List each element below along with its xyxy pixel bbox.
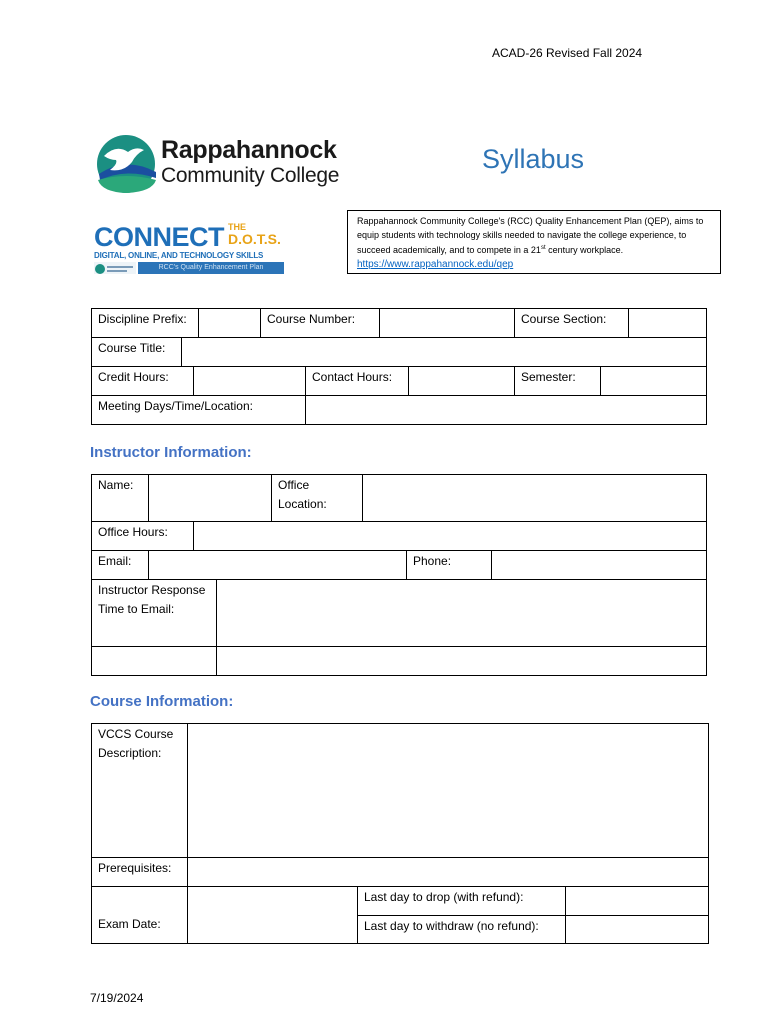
college-name-line2: Community College [161,164,340,187]
description-field[interactable] [187,723,709,858]
office-location-label: Office Location: [271,474,363,522]
course-number-field[interactable] [379,308,515,338]
phone-field[interactable] [491,550,707,580]
contact-hours-label: Contact Hours: [305,366,409,396]
exam-date-field[interactable] [187,886,358,944]
meeting-label: Meeting Days/Time/Location: [91,395,306,425]
phone-label: Phone: [406,550,492,580]
course-title-field[interactable] [181,337,707,367]
last-drop-field[interactable] [565,886,709,916]
prerequisites-field[interactable] [187,857,709,887]
exam-date-label [91,886,188,944]
email-field[interactable] [148,550,407,580]
connect-the-dots-logo [94,222,289,276]
response-time-field[interactable] [216,579,707,647]
college-name-line1: Rappahannock [161,136,337,164]
last-withdraw-label: Last day to withdraw (no refund): [357,915,566,944]
qep-link[interactable]: https://www.rappahannock.edu/qep [357,258,514,270]
contact-hours-field[interactable] [408,366,515,396]
connect-word: CONNECT [94,222,224,252]
footer-date: 7/19/2024 [90,991,144,1005]
course-section-label: Course Section: [514,308,629,338]
connect-dots: D.O.T.S. [228,231,281,247]
mini-logo-icon [94,262,136,274]
qep-superscript: st [540,245,546,251]
college-logo [94,134,364,196]
qep-text-1: Rappahannock Community College's (RCC) Quality Enhancement Plan (QEP), aims to equip students with technology skills needed to navigate the college experience, to succeed academically, and to compete in a 21 [357,216,704,255]
connect-bar-text: RCC's Quality Enhancement Plan [138,262,284,274]
exam-date-text: Exam Date: [98,917,161,931]
last-withdraw-field[interactable] [565,915,709,944]
instructor-heading: Instructor Information: [90,444,252,461]
connect-subtitle: DIGITAL, ONLINE, AND TECHNOLOGY SKILLS [94,251,264,260]
qep-text-2: century workplace. [545,245,624,255]
meeting-field[interactable] [305,395,707,425]
credit-hours-label: Credit Hours: [91,366,194,396]
office-hours-label: Office Hours: [91,521,194,551]
course-section-field[interactable] [628,308,707,338]
credit-hours-field[interactable] [193,366,306,396]
course-info-heading: Course Information: [90,693,234,710]
semester-label: Semester: [514,366,601,396]
office-hours-field[interactable] [193,521,707,551]
discipline-prefix-field[interactable] [198,308,261,338]
extra-value-cell[interactable] [216,646,707,676]
connect-bar [94,262,284,274]
name-field[interactable] [148,474,272,522]
description-label: VCCS Course Description: [91,723,188,858]
course-number-label: Course Number: [260,308,380,338]
discipline-prefix-label: Discipline Prefix: [91,308,199,338]
name-label: Name: [91,474,149,522]
document-code: ACAD-26 Revised Fall 2024 [492,46,643,60]
bird-logo-icon [94,134,160,194]
connect-the: THE [228,222,246,232]
extra-label-cell[interactable] [91,646,217,676]
response-time-label: Instructor Response Time to Email: [91,579,217,647]
last-drop-label: Last day to drop (with refund): [357,886,566,916]
semester-field[interactable] [600,366,707,396]
course-title-label: Course Title: [91,337,182,367]
office-location-field[interactable] [362,474,707,522]
email-label: Email: [91,550,149,580]
page-title: Syllabus [482,144,585,174]
qep-notice [347,210,721,274]
prerequisites-label: Prerequisites: [91,857,188,887]
